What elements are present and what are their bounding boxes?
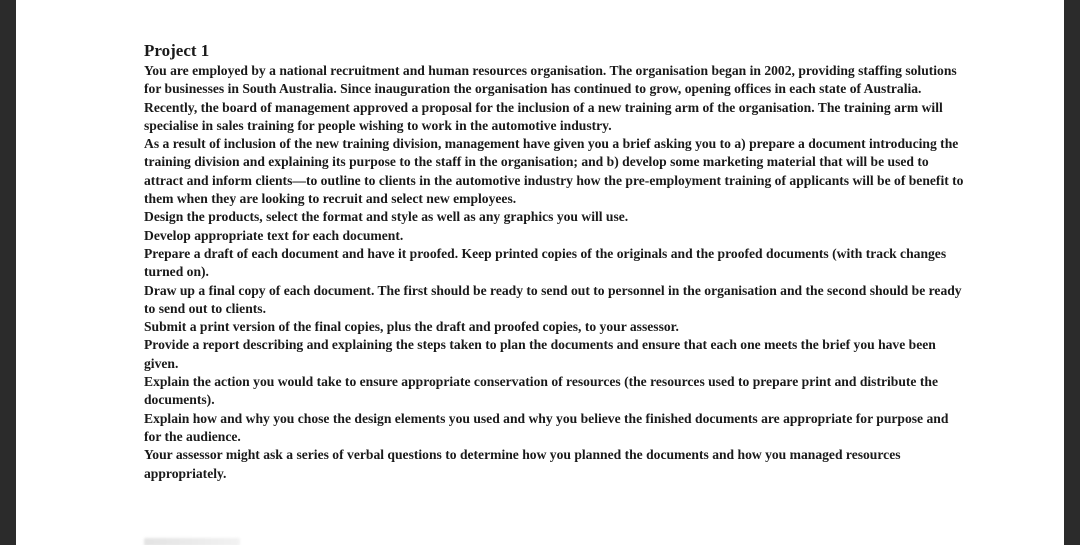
task-design-products: Design the products, select the format and style as well as any graphics you will use. xyxy=(144,209,629,225)
page-title: Project 1 xyxy=(144,41,210,60)
document-content xyxy=(144,41,964,483)
faded-next-line xyxy=(144,538,240,545)
task-explain-design: Explain how and why you chose the design elements you used and why you believe the finished documents are appropriate for purpose and for the audience. xyxy=(144,410,949,444)
task-explain-conservation: Explain the action you would take to ensure appropriate conservation of resources (the resources used to prepare print and distribute the documents). xyxy=(144,374,938,408)
task-final-copy: Draw up a final copy of each document. The first should be ready to send out to personnel in the organisation and the second should be ready to send out to clients. xyxy=(144,282,962,316)
paragraph-brief: As a result of inclusion of the new training division, management have given you a brief asking you to a) prepare a document introducing the training division and explaining its purpose to the staff in the organisation; and b) develop some marketing material that will be used to attract and inform clients—to outline to clients in the automotive industry how the pre-employment training of applicants will be of benefit to them when they are looking to recruit and select new employees. xyxy=(144,136,964,207)
task-verbal-questions: Your assessor might ask a series of verbal questions to determine how you planned the documents and how you managed resources appropriately. xyxy=(144,447,901,481)
task-provide-report: Provide a report describing and explaining the steps taken to plan the documents and ensure that each one meets the brief you have been given. xyxy=(144,337,936,371)
task-develop-text: Develop appropriate text for each document. xyxy=(144,227,404,243)
task-submit-print: Submit a print version of the final copies, plus the draft and proofed copies, to your assessor. xyxy=(144,319,679,335)
paragraph-intro: You are employed by a national recruitment and human resources organisation. The organisation began in 2002, providing staffing solutions for businesses in South Australia. Since inauguration the organisation has continued to grow, opening offices in each state of Australia. Recently, the board of management approved a proposal for the inclusion of a new training arm of the organisation. The training arm will specialise in sales training for people wishing to work in the automotive industry. xyxy=(144,63,957,133)
task-prepare-draft: Prepare a draft of each document and have it proofed. Keep printed copies of the originals and the proofed documents (with track changes turned on). xyxy=(144,245,947,280)
document-page xyxy=(16,0,1064,545)
